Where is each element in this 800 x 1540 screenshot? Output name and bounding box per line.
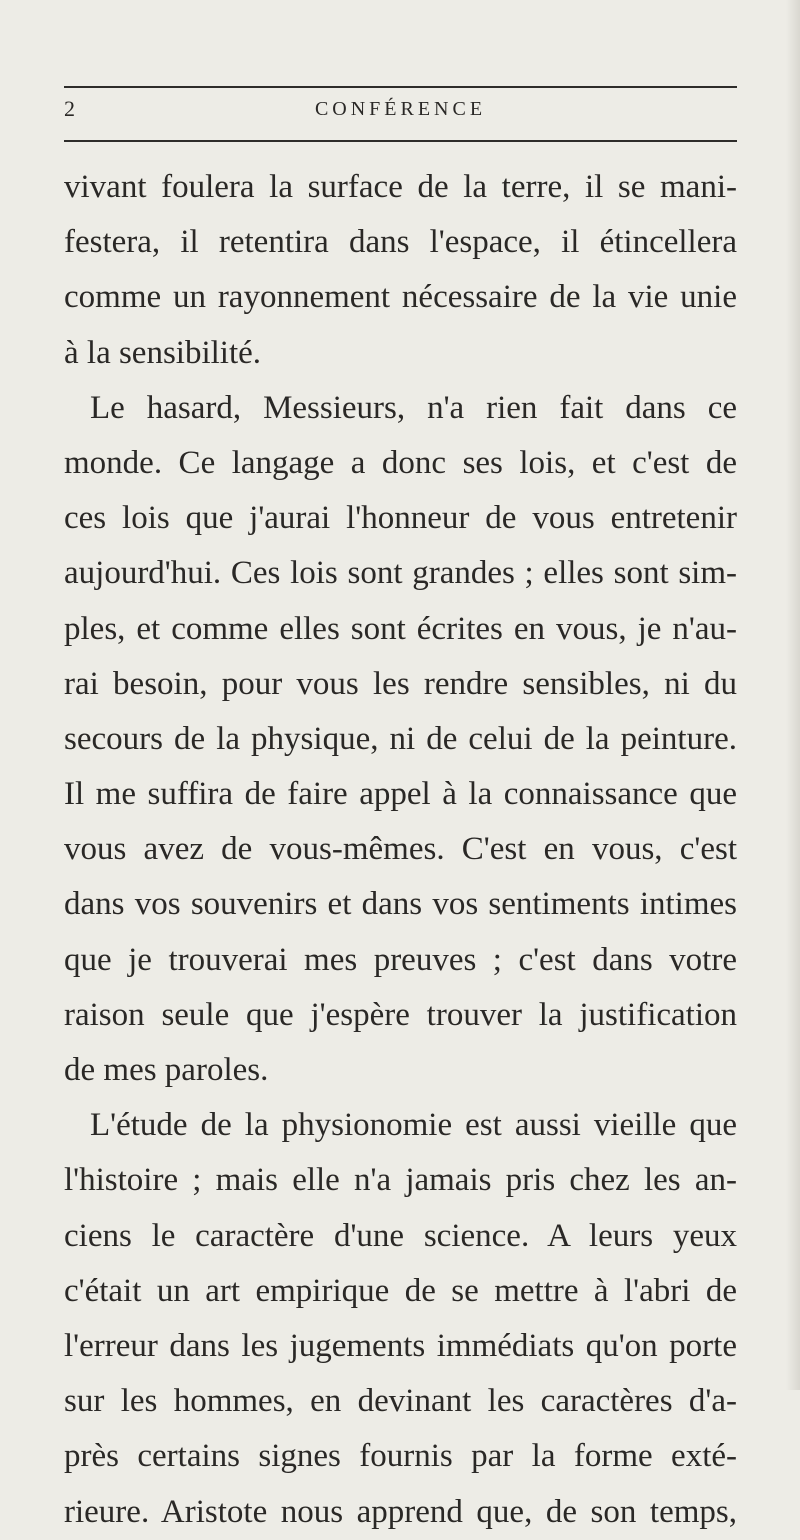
- body-text: [64, 160, 737, 1540]
- text-line: Il me suffira de faire appel à la connaissance que: [64, 776, 737, 813]
- header-bottom-rule: [64, 140, 737, 142]
- text-line: vous avez de vous-mêmes. C'est en vous, c'est: [64, 831, 737, 868]
- text-line: l'erreur dans les jugements immédiats qu'on porte: [64, 1327, 737, 1364]
- text-line: de mes paroles.: [64, 1052, 269, 1088]
- text-line: que je trouverai mes preuves ; c'est dans votre: [64, 941, 737, 978]
- text-line: festera, il retentira dans l'espace, il étincellera: [64, 224, 737, 261]
- text-line: monde. Ce langage a donc ses lois, et c'est de: [64, 444, 737, 481]
- text-line: Le hasard, Messieurs, n'a rien fait dans ce: [90, 389, 737, 426]
- text-line: ciens le caractère d'une science. A leurs yeux: [64, 1217, 737, 1254]
- text-line: l'histoire ; mais elle n'a jamais pris chez les an-: [64, 1162, 737, 1199]
- text-line: rieure. Aristote nous apprend que, de son temps,: [64, 1493, 737, 1530]
- text-line: comme un rayonnement nécessaire de la vie unie: [64, 279, 737, 316]
- text-line: vivant foulera la surface de la terre, il se mani-: [64, 169, 737, 205]
- text-line: c'était un art empirique de se mettre à l'abri de: [64, 1272, 737, 1309]
- text-line: ples, et comme elles sont écrites en vous, je n'au-: [64, 610, 737, 647]
- text-line: secours de la physique, ni de celui de la peinture.: [64, 720, 737, 757]
- text-line: raison seule que j'espère trouver la justification: [64, 996, 737, 1033]
- running-title: CONFÉRENCE: [314, 98, 487, 120]
- page-number: 2: [64, 96, 75, 121]
- header-top-rule: [64, 86, 737, 88]
- text-line: près certains signes fournis par la forme exté-: [64, 1438, 737, 1475]
- text-line: rai besoin, pour vous les rendre sensibles, ni du: [64, 665, 737, 702]
- text-line: dans vos souvenirs et dans vos sentiments intimes: [64, 886, 737, 923]
- page-edge-shadow: [786, 0, 800, 1390]
- text-line: à la sensibilité.: [64, 334, 262, 371]
- text-line: L'étude de la physionomie est aussi vieille que: [90, 1107, 737, 1144]
- text-line: aujourd'hui. Ces lois sont grandes ; elles sont sim-: [64, 555, 737, 592]
- text-line: ces lois que j'aurai l'honneur de vous entretenir: [64, 500, 737, 537]
- running-head: [64, 94, 737, 124]
- text-line: sur les hommes, en devinant les caractères d'a-: [64, 1383, 737, 1420]
